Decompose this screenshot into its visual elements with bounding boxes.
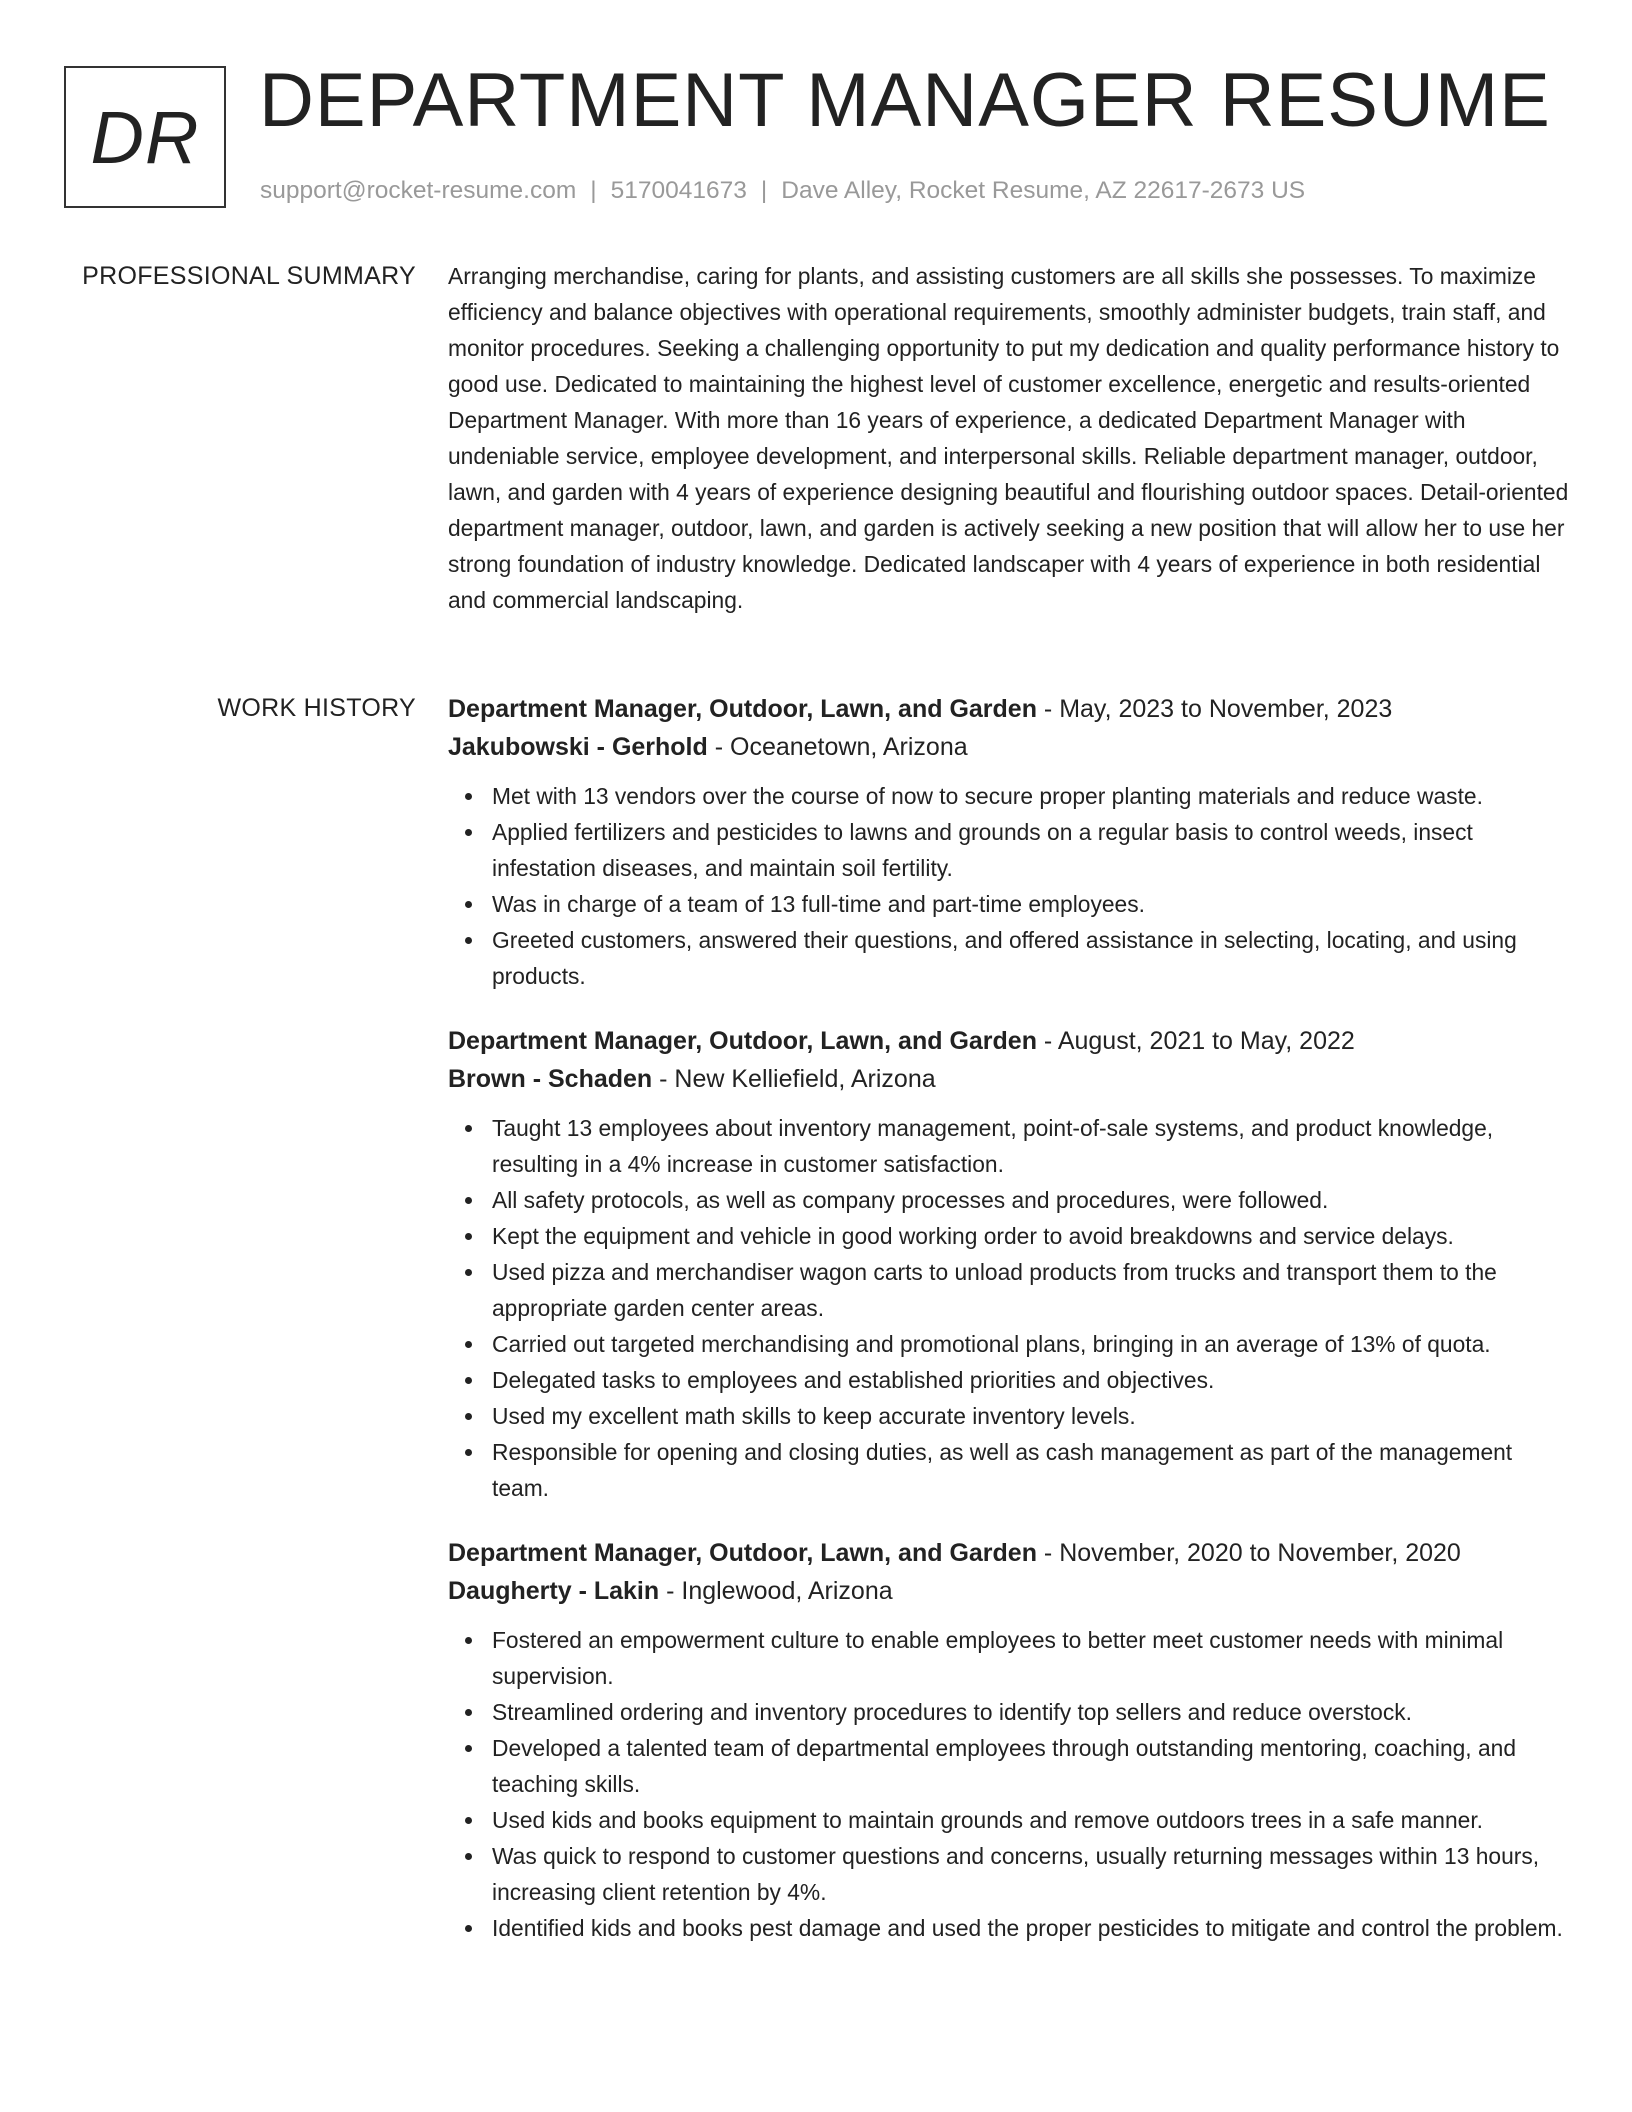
job-title-line bbox=[448, 1022, 1570, 1060]
job-bullet: Was quick to respond to customer questions and concerns, usually returning messages within 13 hours, increasing client retention by 4%. bbox=[492, 1838, 1570, 1910]
job-title-line bbox=[448, 1534, 1570, 1572]
job-title: Department Manager, Outdoor, Lawn, and Garden bbox=[448, 1027, 1037, 1055]
section-heading-work-history: WORK HISTORY bbox=[217, 694, 416, 722]
job-dates: - May, 2023 to November, 2023 bbox=[1036, 695, 1393, 723]
job-bullet: Greeted customers, answered their questions, and offered assistance in selecting, locating, and using products. bbox=[492, 922, 1570, 994]
job-bullet: Used my excellent math skills to keep accurate inventory levels. bbox=[492, 1398, 1570, 1434]
job-bullet: Developed a talented team of departmental employees through outstanding mentoring, coaching, and teaching skills. bbox=[492, 1730, 1570, 1802]
job-bullet: Identified kids and books pest damage and used the proper pesticides to mitigate and control the problem. bbox=[492, 1910, 1570, 1946]
job-title: Department Manager, Outdoor, Lawn, and Garden bbox=[448, 695, 1037, 723]
job-location: - Oceanetown, Arizona bbox=[707, 733, 968, 761]
job-entry bbox=[448, 1534, 1570, 1946]
job-entry bbox=[448, 1022, 1570, 1506]
contact-separator: | bbox=[760, 177, 768, 204]
job-bullet: Taught 13 employees about inventory management, point-of-sale systems, and product knowledge, resulting in a 4% increase in customer satisfaction. bbox=[492, 1110, 1570, 1182]
job-bullet: Kept the equipment and vehicle in good working order to avoid breakdowns and service delays. bbox=[492, 1218, 1570, 1254]
contact-separator: | bbox=[590, 177, 597, 204]
job-company-line bbox=[448, 728, 1570, 766]
job-bullet: Met with 13 vendors over the course of now to secure proper planting materials and reduce waste. bbox=[492, 778, 1570, 814]
job-company-line bbox=[448, 1572, 1570, 1610]
job-bullet: Used kids and books equipment to maintain grounds and remove outdoors trees in a safe manner. bbox=[492, 1802, 1570, 1838]
job-company: Brown - Schaden bbox=[448, 1065, 653, 1093]
job-bullet: Used pizza and merchandiser wagon carts to unload products from trucks and transport them to the appropriate garden center areas. bbox=[492, 1254, 1570, 1326]
job-bullet: Was in charge of a team of 13 full-time and part-time employees. bbox=[492, 886, 1570, 922]
job-company-line bbox=[448, 1060, 1570, 1098]
job-location: - Inglewood, Arizona bbox=[659, 1577, 893, 1605]
job-bullet: Applied fertilizers and pesticides to lawns and grounds on a regular basis to control weeds, insect infestation diseases, and maintain soil fertility. bbox=[492, 814, 1570, 886]
job-company: Jakubowski - Gerhold bbox=[448, 733, 708, 761]
job-entry bbox=[448, 690, 1570, 994]
section-heading-summary: PROFESSIONAL SUMMARY bbox=[82, 262, 416, 290]
job-dates: - November, 2020 to November, 2020 bbox=[1036, 1539, 1461, 1567]
summary-text: Arranging merchandise, caring for plants, and assisting customers are all skills she possesses. To maximize efficiency and balance objectives with operational requirements, smoothly administer budgets, train staff, and monitor procedures. Seeking a challenging opportunity to put my dedication and quality performance history to good use. Dedicated to maintaining the highest level of customer excellence, energetic and results-oriented Department Manager. With more than 16 years of experience, a dedicated Department Manager with undeniable service, employee development, and interpersonal skills. Reliable department manager, outdoor, lawn, and garden with 4 years of experience designing beautiful and flourishing outdoor spaces. Detail-oriented department manager, outdoor, lawn, and garden is actively seeking a new position that will allow her to use her strong foundation of industry knowledge. Dedicated landscaper with 4 years of experience in both residential and commercial landscaping. bbox=[448, 263, 1569, 613]
job-bullet: Fostered an empowerment culture to enable employees to better meet customer needs with minimal supervision. bbox=[492, 1622, 1570, 1694]
job-bullet: Delegated tasks to employees and established priorities and objectives. bbox=[492, 1362, 1570, 1398]
summary-body bbox=[448, 258, 1570, 618]
job-bullet: Streamlined ordering and inventory procedures to identify top sellers and reduce overstock. bbox=[492, 1694, 1570, 1730]
job-bullet: Carried out targeted merchandising and promotional plans, bringing in an average of 13% of quota. bbox=[492, 1326, 1570, 1362]
contact-email[interactable]: support@rocket-resume.com bbox=[260, 177, 577, 204]
monogram-logo: DR bbox=[64, 66, 226, 208]
resume-title: DEPARTMENT MANAGER RESUME bbox=[259, 58, 1551, 143]
job-company: Daugherty - Lakin bbox=[448, 1577, 660, 1605]
job-bullet: Responsible for opening and closing duties, as well as cash management as part of the management team. bbox=[492, 1434, 1570, 1506]
contact-line bbox=[260, 174, 1305, 208]
job-bullet-list bbox=[448, 1110, 1570, 1506]
job-bullet-list bbox=[448, 778, 1570, 994]
job-title: Department Manager, Outdoor, Lawn, and Garden bbox=[448, 1539, 1037, 1567]
contact-address: Dave Alley, Rocket Resume, AZ 22617-2673 US bbox=[781, 177, 1306, 204]
job-dates: - August, 2021 to May, 2022 bbox=[1036, 1027, 1355, 1055]
job-location: - New Kelliefield, Arizona bbox=[652, 1065, 936, 1093]
job-bullet: All safety protocols, as well as company processes and procedures, were followed. bbox=[492, 1182, 1570, 1218]
work-history-body bbox=[448, 690, 1570, 1974]
contact-phone[interactable]: 5170041673 bbox=[610, 177, 747, 204]
job-bullet-list bbox=[448, 1622, 1570, 1946]
job-title-line bbox=[448, 690, 1570, 728]
